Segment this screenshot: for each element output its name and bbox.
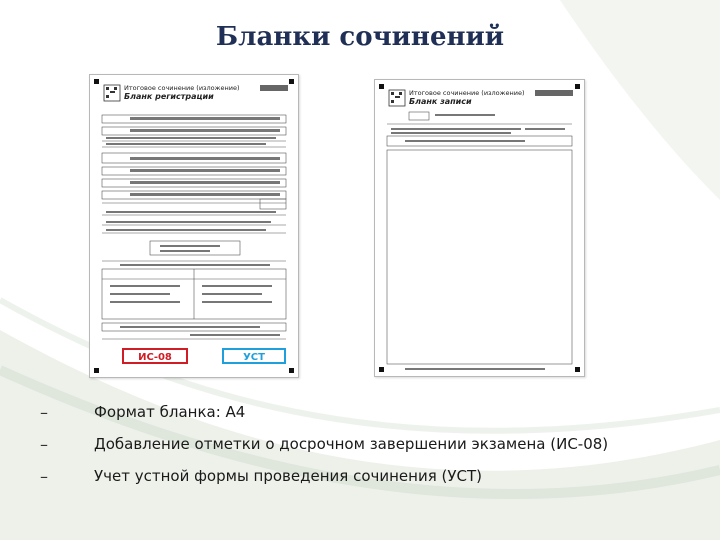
form-right-header: Итоговое сочинение (изложение) — [409, 89, 525, 97]
answer-form-thumbnail — [374, 79, 585, 377]
registration-form-thumbnail — [89, 74, 299, 378]
form-left-header: Итоговое сочинение (изложение) — [124, 84, 240, 92]
ust-marker: УСТ — [222, 348, 286, 364]
bullet-text: Добавление отметки о досрочном завершении экзамена (ИС-08) — [94, 435, 609, 453]
form-right-subheader: Бланк записи — [409, 97, 472, 106]
ic-08-marker: ИС-08 — [122, 348, 188, 364]
bullet-marker: – — [40, 434, 48, 454]
bullet-marker: – — [40, 402, 48, 422]
form-left-subheader: Бланк регистрации — [124, 92, 214, 101]
bullet-marker: – — [40, 466, 48, 486]
bullet-item — [40, 396, 700, 428]
registration-form-drawing — [90, 75, 298, 377]
slide-title: Бланки сочинений — [215, 22, 505, 52]
bullet-item — [40, 428, 700, 460]
answer-form-drawing — [375, 80, 584, 376]
bullet-text: Учет устной формы проведения сочинения (УСТ) — [94, 467, 482, 485]
bullet-list — [40, 396, 700, 492]
bullet-item — [40, 460, 700, 492]
bullet-text: Формат бланка: А4 — [94, 403, 246, 421]
